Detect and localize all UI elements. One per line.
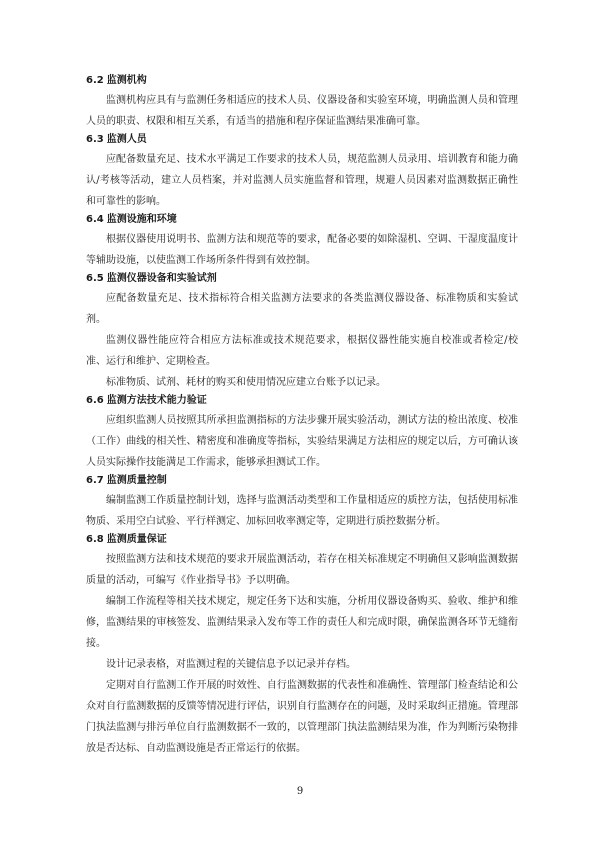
section-number: 6.2 bbox=[86, 75, 104, 86]
section-heading-6-2 bbox=[86, 74, 518, 90]
section-number: 6.7 bbox=[86, 475, 104, 486]
section-title: 监测方法技术能力验证 bbox=[106, 395, 207, 406]
paragraph: 设计记录表格，对监测过程的关键信息予以记录并存档。 bbox=[106, 659, 356, 670]
section-heading-6-6 bbox=[86, 394, 518, 410]
section-title: 监测仪器设备和实验试剂 bbox=[106, 273, 217, 284]
page-body bbox=[86, 73, 518, 759]
section-number: 6.8 bbox=[86, 534, 104, 545]
section-title: 监测机构 bbox=[106, 75, 147, 86]
paragraph: 按照监测方法和技术规范的要求开展监测活动，若存在相关标准规定不明确但又影响监测数据质量的活动，可编写《作业指导书》予以明确。 bbox=[86, 554, 518, 586]
paragraph: 标准物质、试剂、耗材的购买和使用情况应建立台账予以记录。 bbox=[106, 377, 386, 388]
section-heading-6-3 bbox=[86, 133, 518, 149]
section-title: 监测设施和环境 bbox=[106, 214, 177, 225]
paragraph: 编制工作流程等相关技术规定，规定任务下达和实施，分析用仪器设备购买、验收、维护和维修，监测结果的审核签发、监测结果录入发布等工作的责任人和完成时限，确保监测各环节无缝衔接。 bbox=[86, 596, 518, 649]
section-heading-6-5 bbox=[86, 272, 518, 288]
section-title: 监测质量保证 bbox=[106, 534, 167, 545]
paragraph: 监测仪器性能应符合相应方法标准或技术规范要求，根据仪器性能实施自校准或者检定/校准、运行和维护、定期检查。 bbox=[86, 335, 518, 367]
paragraph: 应配备数量充足、技术水平满足工作要求的技术人员，规范监测人员录用、培训教育和能力确认/考核等活动，建立人员档案，并对监测人员实施监督和管理，规避人员因素对监测数据正确性和可靠性的影响。 bbox=[86, 154, 518, 207]
section-number: 6.3 bbox=[86, 134, 104, 145]
paragraph: 应组织监测人员按照其所承担监测指标的方法步骤开展实验活动，测试方法的检出浓度、校准（工作）曲线的相关性、精密度和准确度等指标，实验结果满足方法相应的规定以后，方可确认该人员实际操作技能满足工作需求，能够承担测试工作。 bbox=[86, 415, 518, 468]
section-number: 6.6 bbox=[86, 395, 104, 406]
section-title: 监测质量控制 bbox=[106, 475, 167, 486]
paragraph: 应配备数量充足、技术指标符合相关监测方法要求的各类监测仪器设备、标准物质和实验试剂。 bbox=[86, 293, 518, 325]
section-heading-6-4 bbox=[86, 213, 518, 229]
section-number: 6.4 bbox=[86, 214, 104, 225]
section-heading-6-7 bbox=[86, 474, 518, 490]
paragraph: 定期对自行监测工作开展的时效性、自行监测数据的代表性和准确性、管理部门检查结论和公众对自行监测数据的反馈等情况进行评估，识别自行监测存在的问题，及时采取纠正措施。管理部门执法监测与排污单位自行监测数据不一致的，以管理部门执法监测结果为准，作为判断污染物排放是否达标、自动监测设施是否正常运行的依据。 bbox=[86, 680, 518, 754]
paragraph: 监测机构应具有与监测任务相适应的技术人员、仪器设备和实验室环境，明确监测人员和管理人员的职责、权限和相互关系，有适当的措施和程序保证监测结果准确可靠。 bbox=[86, 95, 518, 127]
section-heading-6-8 bbox=[86, 533, 518, 549]
page-number: 9 bbox=[296, 786, 304, 797]
section-title: 监测人员 bbox=[106, 134, 147, 145]
paragraph: 编制监测工作质量控制计划，选择与监测活动类型和工作量相适应的质控方法，包括使用标准物质、采用空白试验、平行样测定、加标回收率测定等，定期进行质控数据分析。 bbox=[86, 495, 518, 527]
paragraph: 根据仪器使用说明书、监测方法和规范等的要求，配备必要的如除湿机、空调、干湿度温度计等辅助设施，以使监测工作场所条件得到有效控制。 bbox=[86, 234, 518, 266]
section-number: 6.5 bbox=[86, 273, 104, 284]
